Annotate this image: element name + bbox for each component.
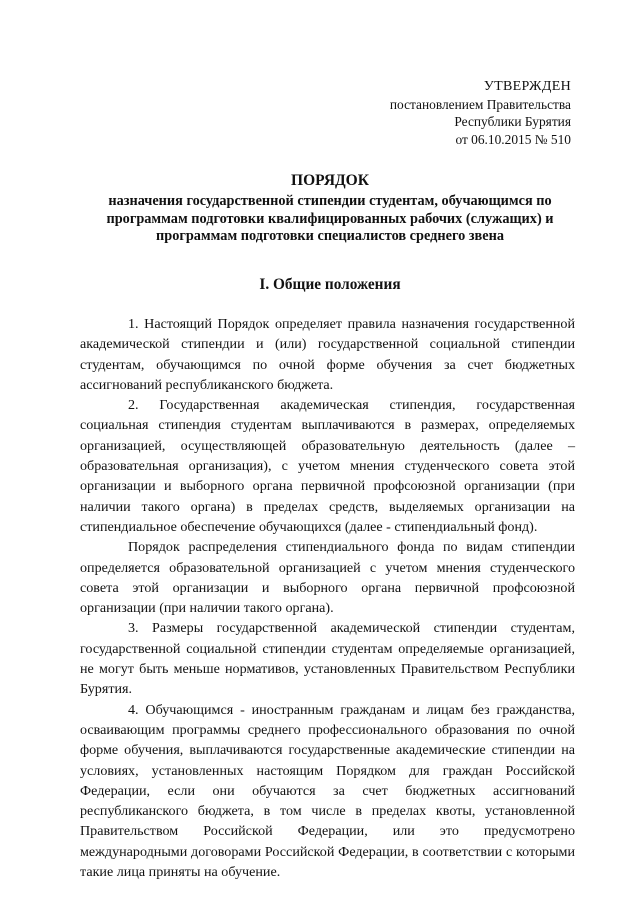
document-title: ПОРЯДОК <box>291 172 369 189</box>
approval-line-republic: Республики Бурятия <box>454 114 571 129</box>
approval-heading: УТВЕРЖДЕН <box>483 79 571 94</box>
document-body <box>80 314 575 882</box>
paragraph-1: 1. Настоящий Порядок определяет правила назначения государственной академической стипендии и (или) государственной социальной стипендии студентам, обучающимся по очной форме обучения за счет бюджетных ассигнований республиканского бюджета. <box>80 316 575 393</box>
section-title: I. Общие положения <box>259 276 401 293</box>
paragraph-2: 2. Государственная академическая стипендия, государственная социальная стипендия студентам выплачиваются в размерах, определяемых организацией, осуществляющей образовательную деятельность (далее – образовательная организация), с учетом мнения студенческого совета этой организации и выборного органа первичной профсоюзной организации (при наличии такого органа) в пределах средств, выделяемых организации на стипендиальное обеспечение обучающихся (далее - стипендиальный фонд). <box>80 397 575 535</box>
paragraph-3: 3. Размеры государственной академической стипендии студентам, государственной социальной стипендии студентам определяемые организацией, не могут быть меньше нормативов, установленных Правительством Республики Бурятия. <box>80 620 575 698</box>
document-title-block <box>80 171 580 246</box>
approval-line-decree: постановлением Правительства <box>389 96 571 112</box>
document-subtitle: назначения государственной стипендии студентам, обучающимся по программам подготовки квалифицированных рабочих (служащих) и программам подготовки специалистов среднего звена <box>106 193 554 245</box>
paragraph-2-continuation: Порядок распределения стипендиального фонда по видам стипендии определяется образовательной организацией с учетом мнения студенческого совета этой организации и выборного органа первичной профсоюзной организации (при наличии такого органа). <box>80 539 575 617</box>
paragraph-4: 4. Обучающимся - иностранным гражданам и лицам без гражданства, осваивающим программы среднего профессионального образования по очной форме обучения, выплачиваются государственные академические стипендии на условиях, установленных настоящим Порядком для граждан Российской Федерации, если они обучаются за счет бюджетных ассигнований республиканского бюджета, в том числе в пределах квоты, установленной Правительством Российской Федерации, или это предусмотрено международными договорами Российской Федерации, в соответствии с которыми такие лица приняты на обучение. <box>80 701 575 881</box>
approval-line-date: от 06.10.2015 № 510 <box>455 131 571 147</box>
approval-stamp <box>390 78 571 148</box>
